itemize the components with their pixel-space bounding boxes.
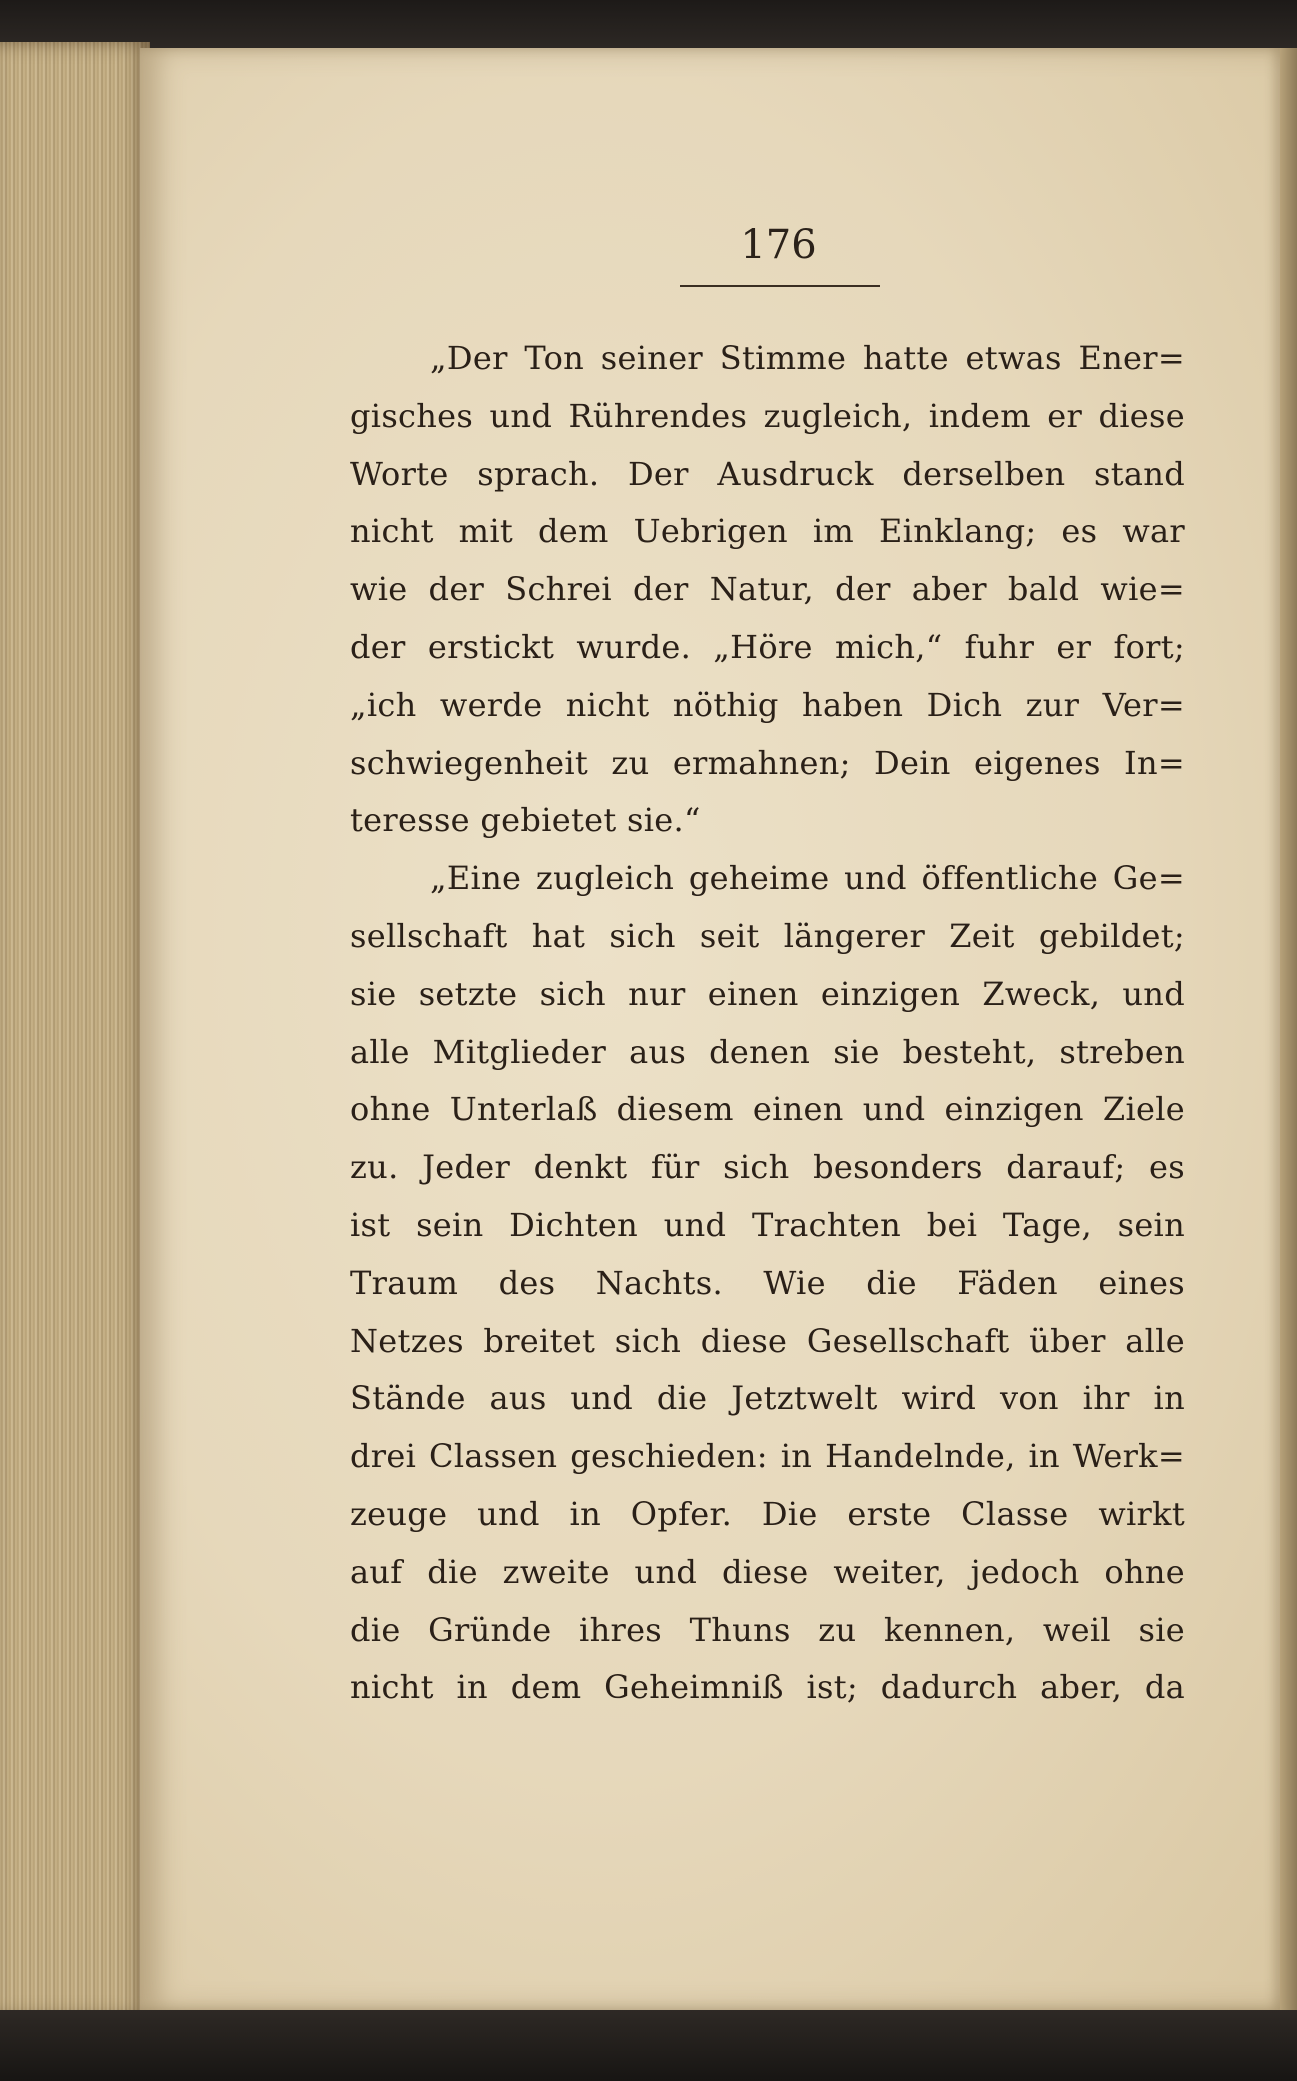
- text-line: „ich werde nicht nöthig haben Dich zur Ver=: [350, 685, 1185, 724]
- text-line: Traum des Nachts. Wie die Fäden eines: [350, 1263, 1185, 1302]
- paragraph-2: [350, 850, 1185, 1717]
- text-line: drei Classen geschieden: in Handelnde, in Werk=: [350, 1437, 1185, 1476]
- text-line: Netzes breitet sich diese Gesellschaft über alle: [350, 1321, 1185, 1360]
- text-line: die Gründe ihres Thuns zu kennen, weil sie: [350, 1610, 1185, 1649]
- text-line: sellschaft hat sich seit längerer Zeit gebildet;: [350, 916, 1185, 955]
- text-line: ist sein Dichten und Trachten bei Tage, sein: [350, 1205, 1185, 1244]
- text-line: Worte sprach. Der Ausdruck derselben stand: [350, 454, 1185, 493]
- text-line: auf die zweite und diese weiter, jedoch ohne: [350, 1552, 1185, 1591]
- text-line: sie setzte sich nur einen einzigen Zweck, und: [350, 974, 1185, 1013]
- paragraph-1: [350, 330, 1185, 850]
- text-line: ohne Unterlaß diesem einen und einzigen Ziele: [350, 1090, 1185, 1129]
- text-line: nicht in dem Geheimniß ist; dadurch aber, da: [350, 1668, 1185, 1707]
- text-line: der erstickt wurde. „Höre mich,“ fuhr er fort;: [350, 627, 1185, 666]
- scan-background-bottom: [0, 2010, 1297, 2081]
- scan-background-top: [0, 0, 1297, 52]
- body-text: [350, 330, 1185, 1717]
- page-number: 176: [740, 222, 817, 268]
- text-line: Stände aus und die Jetztwelt wird von ihr in: [350, 1379, 1185, 1418]
- text-line: schwiegenheit zu ermahnen; Dein eigenes In=: [350, 743, 1185, 782]
- text-line: teresse gebietet sie.“: [350, 801, 701, 840]
- text-line: gisches und Rührendes zugleich, indem er diese: [350, 396, 1185, 435]
- text-line: alle Mitglieder aus denen sie besteht, streben: [350, 1032, 1185, 1071]
- text-line: zeuge und in Opfer. Die erste Classe wirkt: [350, 1494, 1185, 1533]
- text-line: „Eine zugleich geheime und öffentliche Ge=: [430, 859, 1185, 898]
- book-page-edges: [0, 42, 150, 2017]
- text-line: nicht mit dem Uebrigen im Einklang; es war: [350, 512, 1185, 551]
- text-line: wie der Schrei der Natur, der aber bald wie=: [350, 570, 1185, 609]
- header-rule: [680, 285, 880, 287]
- text-line: zu. Jeder denkt für sich besonders darauf; es: [350, 1148, 1185, 1187]
- text-line: „Der Ton seiner Stimme hatte etwas Ener=: [430, 339, 1185, 377]
- book-right-edge: [1280, 48, 1297, 2010]
